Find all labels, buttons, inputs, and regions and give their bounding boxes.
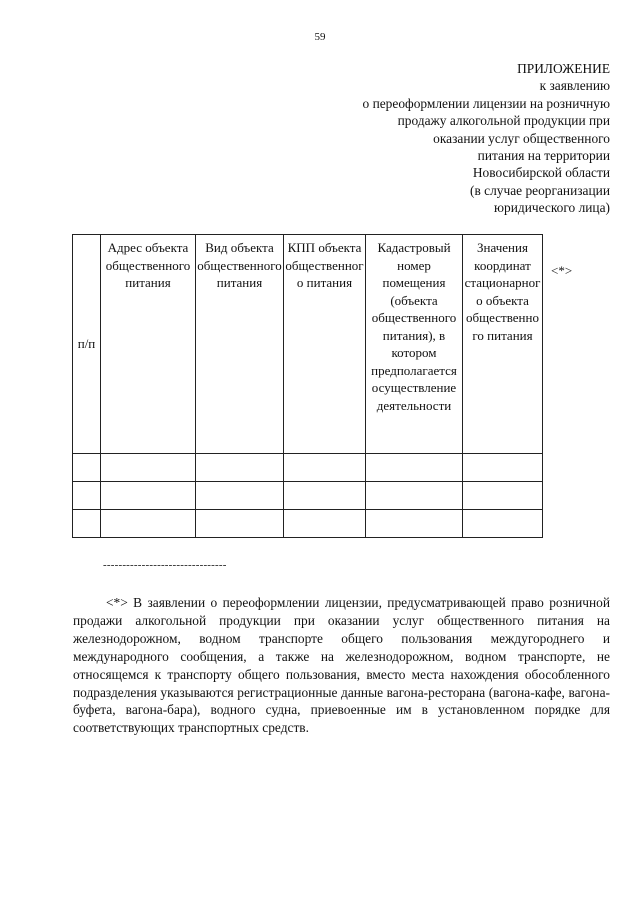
table-cell — [366, 510, 463, 538]
table-cell — [284, 454, 366, 482]
header-object-type: Вид объекта общественного питания — [196, 235, 284, 454]
table-row — [73, 482, 543, 510]
appendix-line: юридического лица) — [494, 200, 610, 216]
table-cell — [463, 482, 543, 510]
table-cell — [463, 510, 543, 538]
facility-table — [72, 234, 543, 538]
table-row — [73, 510, 543, 538]
page-number: 59 — [314, 31, 326, 43]
table-cell — [101, 510, 196, 538]
header-number: п/п — [73, 235, 101, 454]
header-kpp: КПП объекта общественного питания — [284, 235, 366, 454]
appendix-line: (в случае реорганизации — [470, 182, 610, 198]
table-cell — [284, 482, 366, 510]
table-cell — [366, 482, 463, 510]
appendix-line: Новосибирской области — [472, 165, 610, 181]
header-address: Адрес объекта общественного питания — [101, 235, 196, 454]
footnote-separator: -------------------------------- — [103, 559, 227, 571]
appendix-line: о переоформлении лицензии на розничную — [362, 95, 610, 111]
header-cadastral-number: Кадастровый номер помещения (объекта общественного питания), в котором предполагается осуществление деятельности — [366, 235, 463, 454]
table-note-marker: <*> — [551, 263, 573, 278]
table-cell — [73, 482, 101, 510]
table-cell — [366, 454, 463, 482]
appendix-line: ПРИЛОЖЕНИЕ — [517, 61, 610, 76]
table-cell — [101, 482, 196, 510]
table-row — [73, 454, 543, 482]
appendix-line: к заявлению — [539, 78, 610, 94]
appendix-line: питания на территории — [477, 148, 610, 164]
header-coordinates: Значения координат стационарного объекта общественного питания — [463, 235, 543, 454]
appendix-line: продажу алкогольной продукции при — [397, 113, 610, 129]
footnote-text: <*> В заявлении о переоформлении лицензии, предусматривающей право розничной продажи алкогольной продукции при оказании услуг общественного питания на железнодорожном, водном транспорте общего пользования междугороднего и международного сообщения, а также на железнодорожном, водном транспорте, не относящемся к транспорту общего пользования, вместо места нахождения обособленного подразделения указываются регистрационные данные вагона-ресторана (вагона-кафе, вагона-буфета, вагона-бара), водного судна, приевоенные им в установленном порядке для соответствующих транспортных средств. — [73, 595, 610, 736]
table-cell — [73, 454, 101, 482]
table-cell — [73, 510, 101, 538]
table-cell — [463, 454, 543, 482]
table-cell — [101, 454, 196, 482]
table-cell — [196, 454, 284, 482]
table-cell — [284, 510, 366, 538]
appendix-header — [290, 60, 610, 217]
table-cell — [196, 510, 284, 538]
table-header-row — [73, 235, 543, 454]
appendix-line: оказании услуг общественного — [433, 130, 610, 146]
table-cell — [196, 482, 284, 510]
